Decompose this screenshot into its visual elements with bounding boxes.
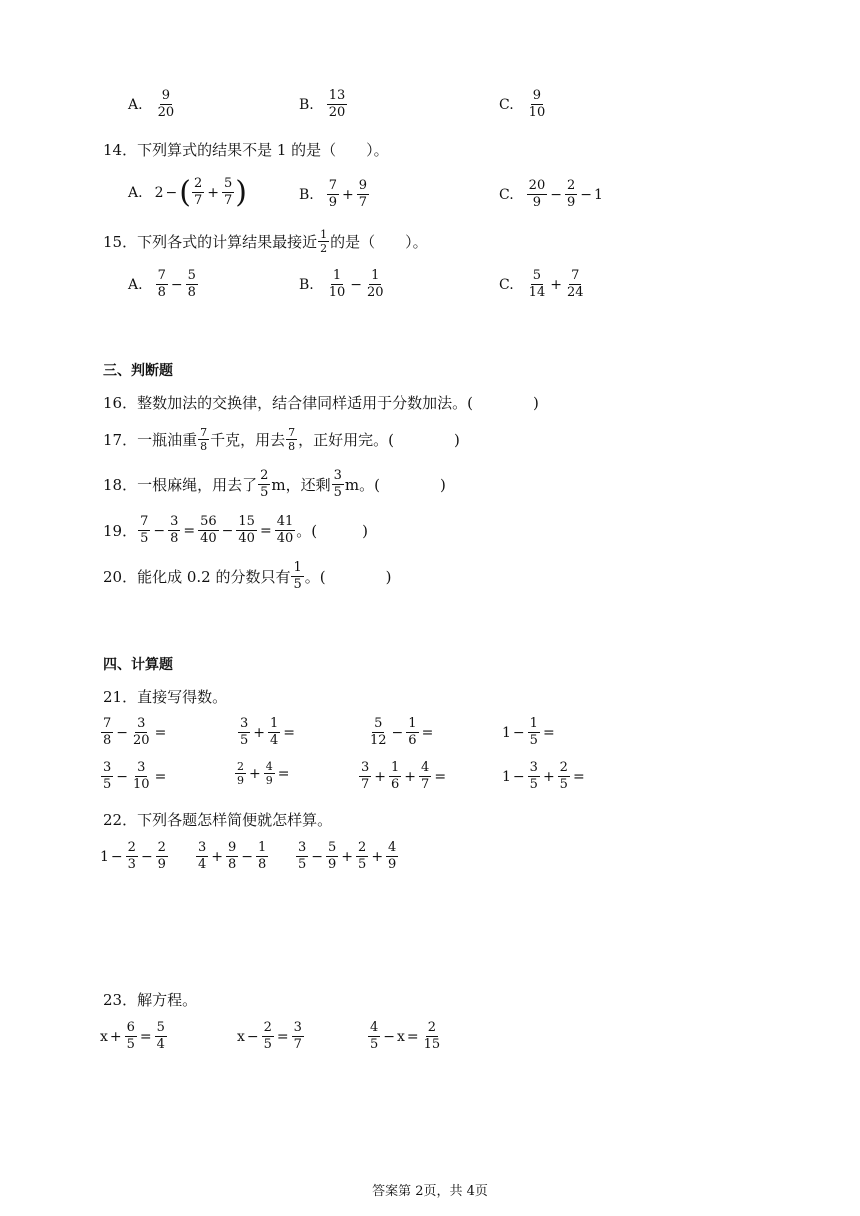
section-title-calculation: 四、计算题	[103, 657, 173, 673]
q21-stem: 21．直接写得数。	[103, 688, 228, 706]
q15-option-a: A. $\frac{7}{8}$ − $\frac{5}{8}$	[128, 268, 196, 300]
q13-option-a: A. $\frac{9}{20}$	[128, 88, 175, 120]
fraction: $\frac{9}{10}$	[528, 88, 546, 120]
q15-option-b: B. $\frac{1}{10}$ − $\frac{1}{20}$	[299, 268, 384, 300]
q13-option-c: C. $\frac{9}{10}$	[499, 88, 546, 120]
q19-text: 19． $\frac{7}{5}$ − $\frac{3}{8}$ = $\frac{56}{40}$ − $\frac{15}{40}$ = $\frac{41}{40}$ 。( )	[103, 514, 368, 546]
q17-text: 17．一瓶油重 $\frac{7}{8}$ 千克，用去 $\frac{7}{8}$ ，正好用完。( )	[103, 426, 460, 453]
q23-equation: x − $\frac{2}{5}$ = $\frac{3}{7}$	[237, 1020, 302, 1052]
q14-option-b: B. $\frac{7}{9}$ + $\frac{9}{7}$	[299, 178, 368, 210]
q21-item: $\frac{3}{7}$ + $\frac{1}{6}$ + $\frac{4}{7}$ =	[361, 760, 447, 792]
q22-stem: 22．下列各题怎样简便就怎样算。	[103, 811, 333, 829]
q16-text: 16．整数加法的交换律，结合律同样适用于分数加法。( )	[103, 394, 539, 412]
q13-option-b: B. $\frac{13}{20}$	[299, 88, 346, 120]
q14-option-a: A. 2 − ( $\frac{2}{7}$ + $\frac{5}{7}$ )	[128, 174, 247, 210]
section-title-judgement: 三、判断题	[103, 363, 173, 379]
q22-expression: $\frac{3}{4}$ + $\frac{9}{8}$ − $\frac{1}{8}$	[198, 840, 267, 872]
q21-item: 1 − $\frac{1}{5}$ =	[502, 716, 555, 748]
q21-item: $\frac{3}{5}$ − $\frac{3}{10}$ =	[103, 760, 167, 792]
q15-stem: 15．下列各式的计算结果最接近 $\frac{1}{2}$ 的是（ ）。	[103, 228, 428, 255]
q23-stem: 23．解方程。	[103, 991, 198, 1009]
q14-option-c: C. $\frac{20}{9}$ − $\frac{2}{9}$ − 1	[499, 178, 603, 210]
q15-option-c: C. $\frac{5}{14}$ + $\frac{7}{24}$	[499, 268, 584, 300]
q20-text: 20．能化成 0.2 的分数只有 $\frac{1}{5}$ 。( )	[103, 560, 392, 592]
fraction: $\frac{13}{20}$	[328, 88, 346, 120]
page-footer: 答案第 2页，共 4页	[372, 1184, 488, 1199]
q22-expression: 1 − $\frac{2}{3}$ − $\frac{2}{9}$	[100, 840, 166, 872]
q21-item: $\frac{3}{5}$ + $\frac{1}{4}$ =	[240, 716, 296, 748]
q21-item: $\frac{5}{12}$ − $\frac{1}{6}$ =	[370, 716, 434, 748]
q23-equation: x + $\frac{6}{5}$ = $\frac{5}{4}$	[100, 1020, 165, 1052]
q18-text: 18．一根麻绳，用去了 $\frac{2}{5}$ m，还剩 $\frac{3}{5}$ m。( )	[103, 468, 446, 500]
fraction: $\frac{9}{20}$	[157, 88, 175, 120]
q21-item: 1 − $\frac{3}{5}$ + $\frac{2}{5}$ =	[502, 760, 585, 792]
q14-stem: 14．下列算式的结果不是 1 的是（ ）。	[103, 141, 389, 159]
q21-item: $\frac{7}{8}$ − $\frac{3}{20}$ =	[103, 716, 167, 748]
q21-item: $\frac{2}{9}$ + $\frac{4}{9}$ =	[237, 760, 290, 787]
q23-equation: $\frac{4}{5}$ − x = $\frac{2}{15}$	[370, 1020, 441, 1052]
q22-expression: $\frac{3}{5}$ − $\frac{5}{9}$ + $\frac{2}{5}$ + $\frac{4}{9}$	[298, 840, 397, 872]
